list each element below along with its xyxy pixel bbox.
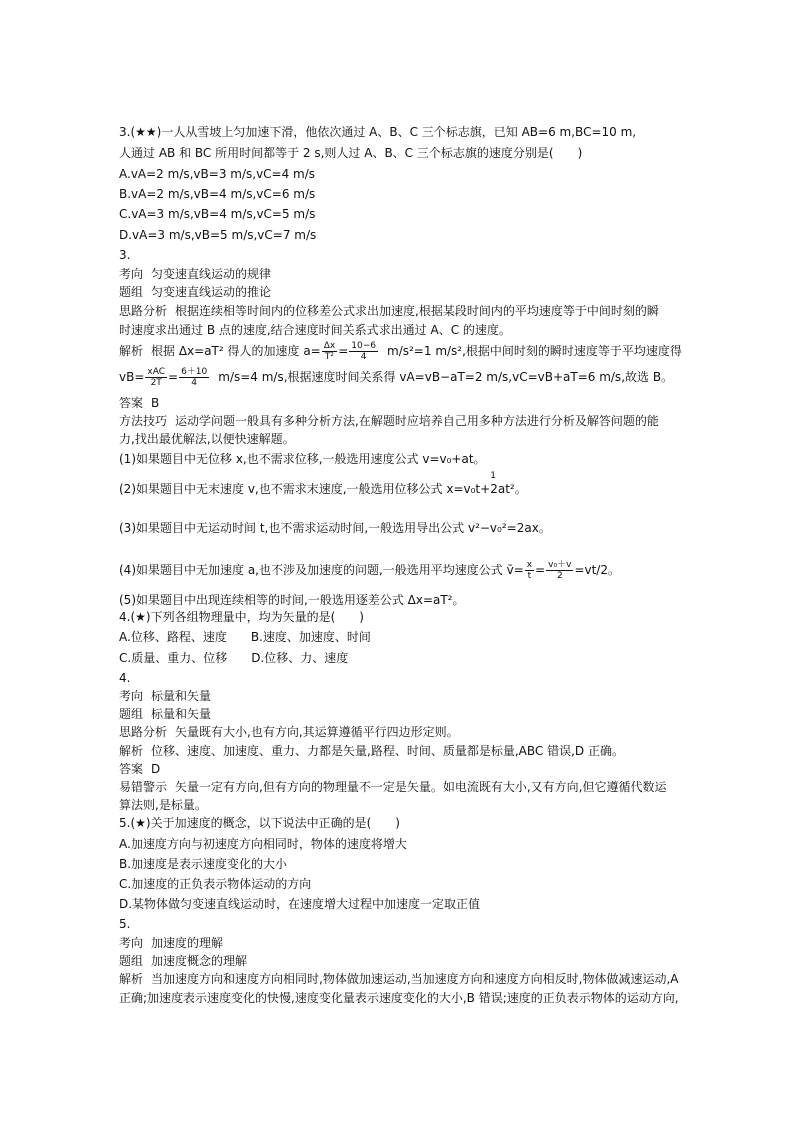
q3-fraction-x-over-t: $\frac{x}{t}$ — [526, 560, 533, 581]
q4-solution-label: 解析 — [119, 744, 144, 758]
q4-direction-label: 考向 — [119, 689, 144, 703]
q4-solution-text: 位移、速度、加速度、重力、力都是矢量,路程、时间、质量都是标量,ABC 错误,D 正确。 — [151, 744, 624, 758]
q3-direction-row — [119, 266, 271, 282]
q3-solution-text1a: 根据 Δx=aT² 得人的加速度 a= — [151, 344, 321, 358]
q4-analysis-row — [119, 724, 459, 740]
q4-warning-line1 — [119, 779, 666, 795]
q3-group-label: 题组 — [119, 285, 144, 299]
q3-fraction-v0-plus-v-over-2: $\frac{\text{v₀＋v}}{2}$ — [548, 560, 572, 581]
q3-option-d: D.vA=3 m/s,vB=5 m/s,vC=7 m/s — [119, 228, 317, 242]
q5-option-b: B.加速度是表示速度变化的大小 — [119, 857, 288, 871]
q3-fraction-10-6-over-4: $\frac{10-6}{4}$ — [351, 341, 377, 362]
q3-method-text1: 运动学问题一般具有多种分析方法,在解题时应培养自己用多种方法进行分析及解答问题的能 — [175, 414, 659, 428]
q4-solution-row — [119, 743, 624, 759]
q3-method-item3: (3)如果题目中无运动时间 t,也不需求运动时间,一般选用导出公式 v²−v₀²=2ax。 — [119, 521, 551, 535]
q4-answer-number: 4. — [119, 671, 131, 685]
q5-direction-row — [119, 935, 223, 951]
q5-direction-label: 考向 — [119, 936, 144, 950]
q4-analysis-text: 矢量既有大小,也有方向,其运算遵循平行四边形定则。 — [175, 725, 459, 739]
q3-solution-line2: vB= $\frac{\text{xAC}}{2T}$ = $\frac{6+10}{4}$ m/s=4 m/s,根据速度时间关系得 vA=vB−aT=2 m/s,vC=vB+aT=6 m/s,故选 B。 — [119, 367, 674, 388]
q3-method-item2: (2)如果题目中无末速度 v,也不需求末速度,一般选用位移公式 x=v₀t+ 1 2at²。 — [119, 471, 527, 496]
q4-analysis-label: 思路分析 — [119, 725, 168, 739]
q4-group-text: 标量和矢量 — [151, 707, 212, 721]
q3-option-b: B.vA=2 m/s,vB=4 m/s,vC=6 m/s — [119, 187, 316, 201]
q3-method-line1 — [119, 413, 659, 429]
q3-solution-text2b: m/s=4 m/s,根据速度时间关系得 vA=vB−aT=2 m/s,vC=vB+aT=6 m/s,故选 B。 — [218, 370, 674, 384]
q4-warning-line2: 算法则,是标量。 — [119, 798, 207, 812]
q5-solution-line1 — [119, 971, 679, 987]
q3-group-text: 匀变速直线运动的推论 — [151, 285, 272, 299]
q3-analysis-line1 — [119, 303, 659, 319]
q3-analysis-text1: 根据连续相等时间内的位移差公式求出加速度,根据某段时间内的平均速度等于中间时刻的瞬 — [175, 304, 659, 318]
q5-group-row — [119, 953, 247, 969]
q3-method-item4: (4)如果题目中无加速度 a,也不涉及加速度的问题,一般选用平均速度公式 v̄= $\frac{x}{t}$ = $\frac{\text{v₀＋v}}{2}$ =vt/2。 — [119, 560, 620, 581]
q3-answer-row — [119, 395, 159, 411]
q3-method-item1: (1)如果题目中无位移 x,也不需求位移,一般选用速度公式 v=v₀+at。 — [119, 452, 486, 466]
q4-answer-value: D — [151, 762, 161, 776]
q3-analysis-line2: 时速度求出通过 B 点的速度,结合速度时间关系式求出通过 A、C 的速度。 — [119, 323, 511, 337]
q4-group-row — [119, 706, 211, 722]
q5-option-a: A.加速度方向与初速度方向相同时，物体的速度将增大 — [119, 837, 407, 851]
q5-solution-line2: 正确;加速度表示速度变化的快慢,速度变化量表示速度变化的大小,B 错误;速度的正负表示物体的运动方向, — [119, 991, 679, 1005]
q3-half-numerator: 1 — [490, 471, 496, 481]
q4-answer-label: 答案 — [119, 762, 144, 776]
q3-fraction-dx-t2: $\frac{\Delta x}{\text{T²}}$ — [323, 341, 336, 362]
q5-answer-number: 5. — [119, 917, 131, 931]
q3-solution-text1b: m/s²=1 m/s²,根据中间时刻的瞬时速度等于平均速度得 — [387, 344, 682, 358]
q4-options-cd: C.质量、重力、位移 D.位移、力、速度 — [119, 651, 349, 665]
q4-direction-text: 标量和矢量 — [151, 689, 212, 703]
q4-warning-label: 易错警示 — [119, 780, 168, 794]
q4-direction-row — [119, 688, 211, 704]
q3-answer-number: 3. — [119, 248, 131, 262]
q5-option-c: C.加速度的正负表示物体运动的方向 — [119, 877, 312, 891]
q3-answer-value: B — [151, 396, 160, 410]
q3-solution-text2a: vB= — [119, 370, 145, 384]
q4-answer-row — [119, 761, 160, 777]
q3-solution-label: 解析 — [119, 344, 144, 358]
q5-option-d: D.某物体做匀变速直线运动时，在速度增大过程中加速度一定取正值 — [119, 897, 481, 911]
q5-group-text: 加速度概念的理解 — [151, 954, 248, 968]
q4-group-label: 题组 — [119, 707, 144, 721]
q3-stem-line1: 3.(★★)一人从雪坡上匀加速下滑，他依次通过 A、B、C 三个标志旗，已知 AB=6 m,BC=10 m, — [119, 125, 637, 139]
q4-warning-text1: 矢量一定有方向,但有方向的物理量不一定是矢量。如电流既有大小,又有方向,但它遵循代数运 — [175, 780, 667, 794]
q3-analysis-label: 思路分析 — [119, 304, 168, 318]
q3-answer-label: 答案 — [119, 396, 144, 410]
q3-method-line2: 力,找出最优解法,以便快速解题。 — [119, 432, 295, 446]
q3-option-a: A.vA=2 m/s,vB=3 m/s,vC=4 m/s — [119, 167, 316, 181]
q3-solution-line1: 解析 根据 Δx=aT² 得人的加速度 a= $\frac{\Delta x}{\text{T²}}$ = $\frac{10-6}{4}$ m/s²=1 m/s²,根据中间时刻的瞬时速度等于平均速度得 — [119, 341, 682, 362]
q5-direction-text: 加速度的理解 — [151, 936, 224, 950]
q5-solution-text1: 当加速度方向和速度方向相同时,物体做加速运动,当加速度方向和速度方向相反时,物体做减速运动,A — [151, 972, 679, 986]
q3-stem-line2: 人通过 AB 和 BC 所用时间都等于 2 s,则人过 A、B、C 三个标志旗的速度分别是( ) — [119, 146, 583, 160]
q3-fraction-6-plus-10-over-4: $\frac{6+10}{4}$ — [181, 367, 208, 388]
q4-options-ab: A.位移、路程、速度 B.速度、加速度、时间 — [119, 630, 371, 644]
q5-group-label: 题组 — [119, 954, 144, 968]
q3-direction-text: 匀变速直线运动的规律 — [151, 267, 272, 281]
q3-method-label: 方法技巧 — [119, 414, 168, 428]
q5-solution-label: 解析 — [119, 972, 144, 986]
q3-option-c: C.vA=3 m/s,vB=4 m/s,vC=5 m/s — [119, 207, 316, 221]
q5-stem: 5.(★)关于加速度的概念，以下说法中正确的是( ) — [119, 816, 400, 830]
q3-direction-label: 考向 — [119, 267, 144, 281]
q4-stem: 4.(★)下列各组物理量中，均为矢量的是( ) — [119, 610, 364, 624]
q3-group-row — [119, 284, 271, 300]
q3-method-item5: (5)如果题目中出现连续相等的时间,一般选用逐差公式 Δx=aT²。 — [119, 593, 465, 607]
q3-fraction-xac-2t: $\frac{\text{xAC}}{2T}$ — [147, 367, 165, 388]
